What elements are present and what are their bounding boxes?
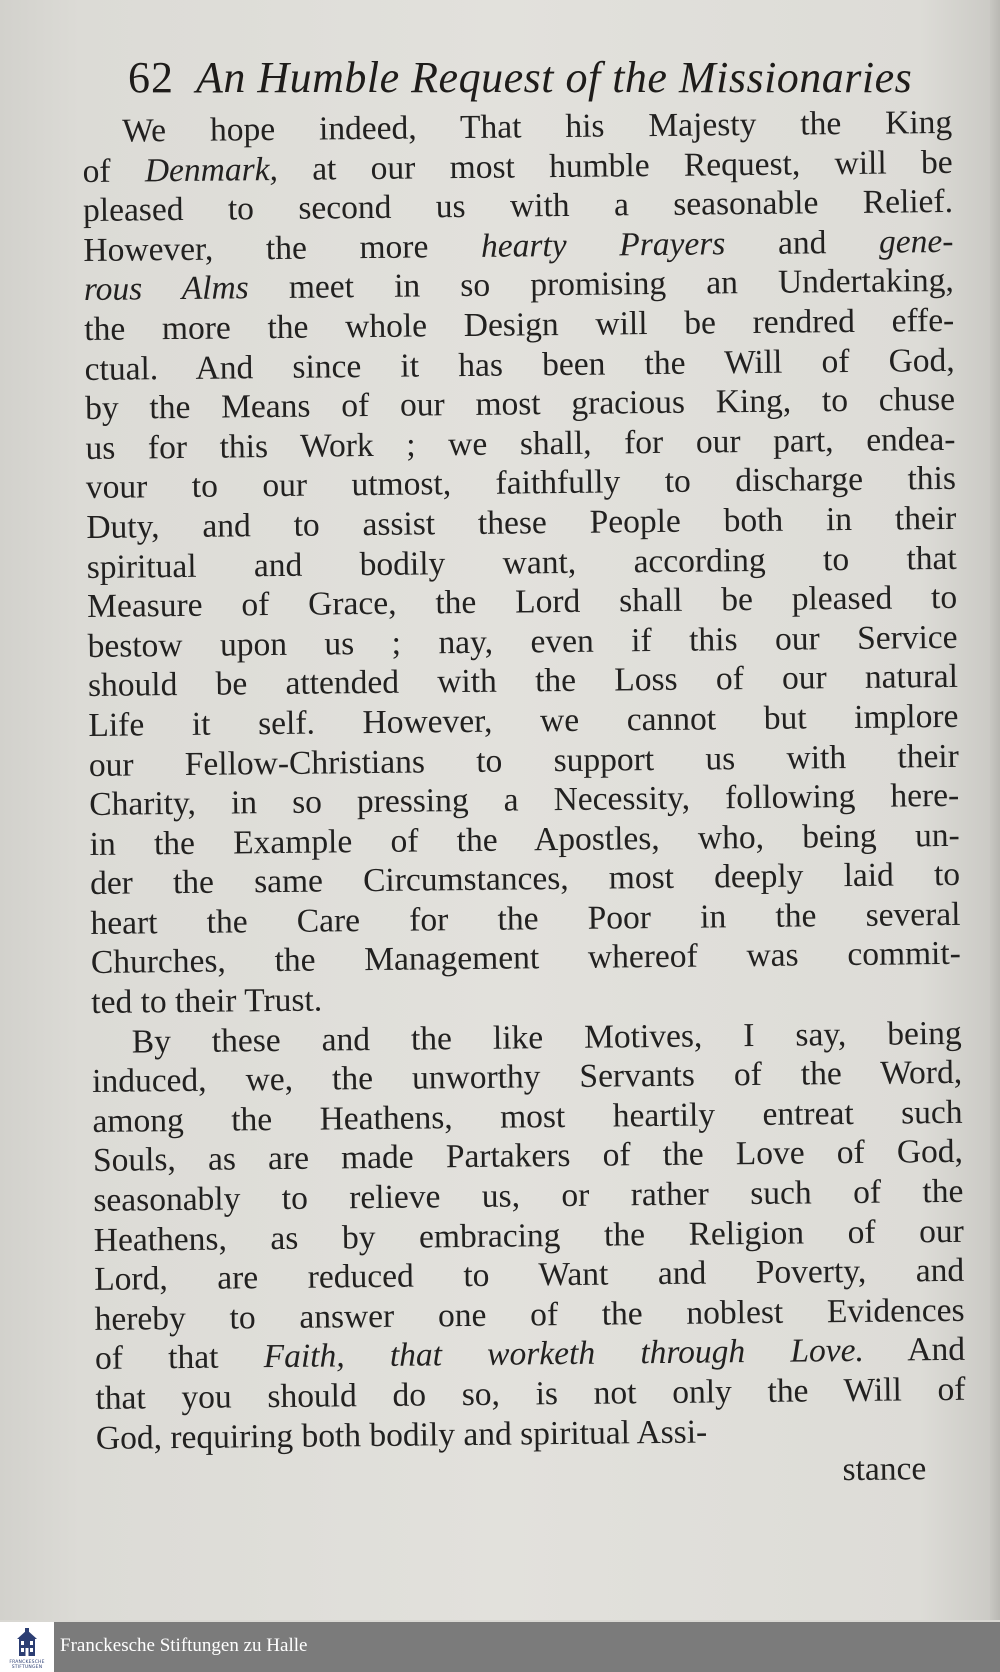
text-run: bestow upon us ; nay, even if this our Service [87,618,958,665]
running-title: An Humble Request of the Missionaries [196,53,913,102]
text-run: We hope indeed, That his Majesty the King [122,103,953,150]
italic-text: rous Alms [83,269,249,309]
institution-name: Franckesche Stiftungen zu Halle [60,1635,308,1656]
page-edge [990,0,1000,1620]
text-run: Lord, are reduced to Want and Poverty, and [94,1252,965,1299]
text-run: ted to their Trust. [91,981,323,1022]
text-run: heart the Care for the Poor in the several [90,895,961,942]
body-text [82,103,966,1498]
text-run: By these and the like Motives, I say, being [131,1014,962,1061]
text-run: of that [94,1338,264,1378]
text-run: spiritual and bodily want, according to that [86,539,957,586]
orphanage-building-icon [17,1628,37,1658]
logo-text: FRANCKESCHE STIFTUNGEN [9,1660,45,1670]
text-run: us for this Work ; we shall, for our part, endea- [85,420,956,467]
text-run: Duty, and to assist these People both in their [86,499,957,546]
text-run: in the Example of the Apostles, who, being un- [89,816,960,863]
text-run: that you should do so, is not only the Will of [95,1370,966,1417]
text-run: God, requiring both bodily and spiritual Assi- [95,1413,708,1457]
text-run: among the Heathens, most heartily entreat such [92,1093,963,1140]
text-run: Life it self. However, we cannot but implore [88,697,959,744]
text-run: our Fellow-Christians to support us with their [88,737,959,784]
text-run: Charity, in so pressing a Necessity, following here- [89,776,960,824]
italic-text: gene- [878,222,954,261]
text-run: meet in so promising an Undertaking, [248,262,955,307]
paragraph [82,103,961,1023]
footer-bar [0,1622,1000,1672]
paragraphs [82,103,966,1458]
text-run: of [82,151,146,190]
text-run: pleased to second us with a seasonable Relief. [82,183,954,230]
text-run: should be attended with the Loss of our natural [87,658,959,705]
text-run: at our most humble Request, will be [277,143,953,188]
paragraph [92,1013,967,1458]
text-run: and [725,223,880,263]
text-run: Heathens, as by embracing the Religion of our [93,1212,964,1259]
text-run: the more the whole Design will be rendred effe- [84,301,955,348]
page-number: 62 [128,53,174,102]
text-run: induced, we, the unworthy Servants of the Word, [91,1054,963,1101]
text-run: vour to our utmost, faithfully to discharge this [85,460,957,507]
italic-text: hearty Prayers [480,225,726,265]
text-run: Souls, as are made Partakers of the Love of God, [92,1133,964,1180]
text-run: However, the more [83,227,482,269]
text-run: Churches, the Management whereof was commit- [90,935,962,982]
text-run: der the same Circumstances, most deeply laid to [89,856,961,903]
catchword: stance [842,1450,927,1489]
text-run: by the Means of our most gracious King, to chuse [84,381,956,428]
italic-text: Denmark, [144,150,279,189]
italic-text: Faith, that worketh through Love. [263,1332,865,1376]
text-run: And [863,1331,966,1370]
text-run: seasonably to relieve us, or rather such of the [93,1172,964,1219]
text-run: ctual. And since it has been the Will of God, [84,341,955,388]
institution-logo [0,1622,54,1672]
text-run: Measure of Grace, the Lord shall be pleased to [86,578,958,626]
text-run: hereby to answer one of the noblest Evidences [94,1291,965,1338]
